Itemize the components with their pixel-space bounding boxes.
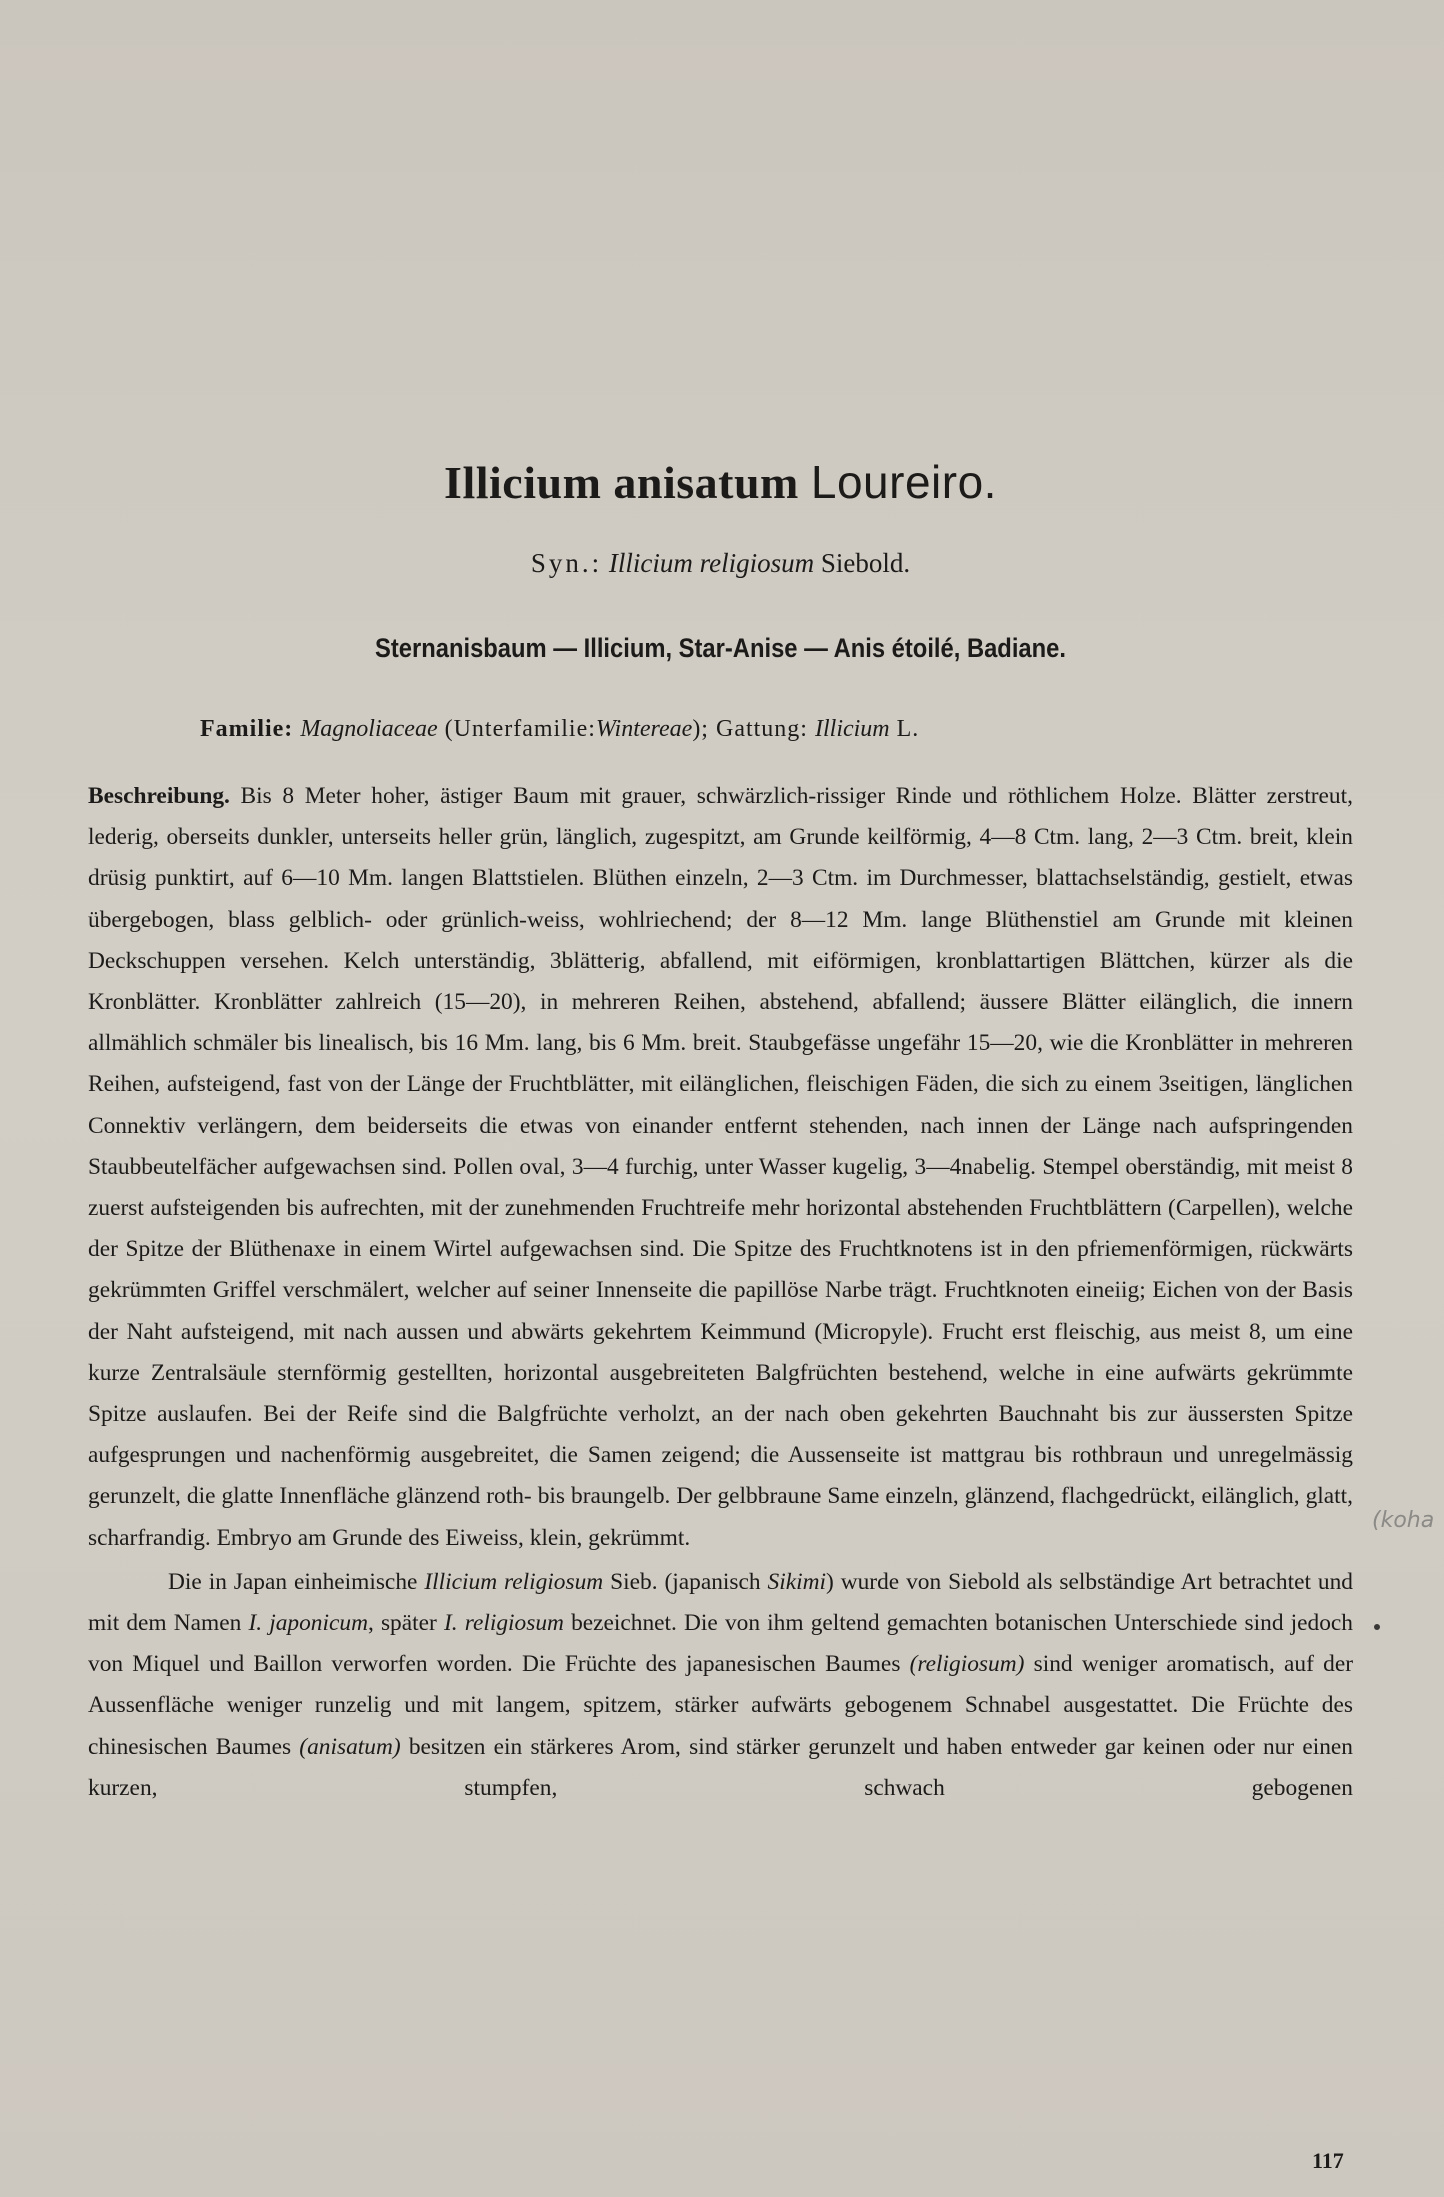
title-author: Loureiro. (810, 456, 997, 508)
para2-text-2: Sieb. (japanisch (610, 1568, 761, 1595)
para2-text-5: bezeichnet. Die von ihm geltend gemachten botanischen Unterschiede sind jedoch von Miquel und Baillon verworfen worden. Die Früchte des japanesischen Baumes (88, 1610, 1353, 1678)
genus-name: Illicium (814, 716, 890, 742)
synonym-author: Siebold. (820, 548, 911, 578)
subfamily-prefix: (Unterfamilie: (444, 716, 596, 742)
page-title (88, 455, 1353, 509)
family-line (200, 716, 1350, 743)
synonymy-paragraph (88, 1562, 1353, 1809)
synonym-name: Illicium religiosum (608, 548, 815, 578)
para2-italic-1: Illicium religiosum (424, 1568, 604, 1595)
description-text: Bis 8 Meter hoher, ästiger Baum mit grauer, schwärzlich-rissiger Rinde und röthlichem Holze. Blätter zerstreut, lederig, oberseits dunkler, unterseits heller grün, länglich, zugespitzt, am Grunde keilförmig, 4—8 Ctm. lang, 2—3 Ctm. breit, klein drüsig punktirt, auf 6—10 Mm. langen Blattstielen. Blüthen einzeln, 2—3 Ctm. im Durchmesser, blattachselständig, gestielt, etwas übergebogen, blass gelblich- oder grünlich-weiss, wohlriechend; der 8—12 Mm. lange Blüthenstiel am Grunde mit kleinen Deckschuppen versehen. Kelch unterständig, 3blätterig, abfallend, mit eiförmigen, kronblattartigen Blättchen, kürzer als die Kronblätter. Kronblätter zahlreich (15—20), in mehreren Reihen, abstehend, abfallend; äussere Blätter eilänglich, die innern allmählich schmäler bis linealisch, bis 16 Mm. lang, bis 6 Mm. breit. Staubgefässe ungefähr 15—20, wie die Kronblätter in mehreren Reihen, aufsteigend, fast von der Länge der Fruchtblätter, mit eilänglichen, fleischigen Fäden, die sich zu einem 3seitigen, länglichen Connektiv verlängern, dem beiderseits die etwas von einander entfernt stehenden, nach innen der Länge nach aufspringenden Staubbeutelfächer aufgewachsen sind. Pollen oval, 3—4 furchig, unter Wasser kugelig, 3—4nabelig. Stempel oberständig, mit meist 8 zuerst aufsteigenden bis aufrechten, mit der zunehmenden Fruchtreife mehr horizontal abstehenden Fruchtblättern (Carpellen), welche der Spitze der Blüthenaxe in einem Wirtel aufgewachsen sind. Die Spitze des Fruchtknotens ist in den pfriemenförmigen, rückwärts gekrümmten Griffel verschmälert, welcher auf seiner Innenseite die papillöse Narbe trägt. Fruchtknoten eineiig; Eichen von der Basis der Naht aufsteigend, mit nach aussen und abwärts gekehrtem Keimmund (Micropyle). Frucht erst fleischig, aus meist 8, um eine kurze Zentralsäule sternförmig gestellten, horizontal ausgebreiteten Balgfrüchten bestehend, welche in eine aufwärts gekrümmte Spitze auslaufen. Bei der Reife sind die Balgfrüchte verholzt, an der nach oben gekehrten Bauchnaht bis zur äussersten Spitze aufgesprungen und nachenförmig ausgebreitet, die Samen zeigend; die Aussenseite ist mattgrau bis rothbraun und unregelmässig gerunzelt, die glatte Innenfläche glänzend roth- bis braungelb. Der gelbbraune Same einzeln, glänzend, flachgedrückt, eilänglich, glatt, scharfrandig. Embryo am Grunde des Eiweiss, klein, gekrümmt. (88, 783, 1353, 1551)
para2-italic-5: (religiosum) (909, 1651, 1025, 1678)
page-number: 117 (1312, 2148, 1344, 2173)
margin-pencil-note: (koha (1372, 1508, 1435, 1533)
synonym-label: Syn.: (530, 548, 603, 578)
description-paragraph (88, 776, 1353, 1559)
title-species: Illicium anisatum (444, 457, 799, 508)
para2-text-4: , später (367, 1610, 437, 1637)
subfamily-suffix: ); (692, 716, 709, 742)
common-names: Sternanisbaum — Illicium, Star-Anise — Anis étoilé, Badiane. (375, 633, 1066, 663)
para2-text-1: Die in Japan einheimische (168, 1568, 418, 1595)
para2-italic-2: Sikimi (767, 1568, 826, 1595)
subfamily-name: Wintereae (595, 716, 693, 742)
synonym-line (88, 548, 1353, 579)
description-heading: Beschreibung. (88, 783, 230, 809)
para2-text-6: sind weniger aromatisch, auf der Aussenfläche weniger runzelig und mit langem, spitzem, stärker aufwärts gebogenem Schnabel ausgestattet. Die Früchte des chinesischen Baumes (88, 1651, 1353, 1760)
para2-italic-4: I. religiosum (443, 1610, 564, 1637)
para2-italic-6: (anisatum) (299, 1733, 401, 1760)
body-text (88, 776, 1353, 1809)
genus-label: Gattung: (715, 716, 808, 742)
family-label: Familie: (200, 716, 294, 742)
family-name: Magnoliaceae (300, 716, 438, 742)
genus-author: L. (896, 716, 920, 742)
para2-text-3: ) wurde von Siebold als selbständige Art betrachtet und mit dem Namen (88, 1568, 1353, 1637)
para2-italic-3: I. japonicum (248, 1610, 368, 1637)
para2-text-7: besitzen ein stärkeres Arom, sind stärker gerunzelt und haben entweder gar keinen oder nur einen kurzen, stumpfen, schwach gebogenen (88, 1733, 1353, 1801)
margin-dot (1374, 1624, 1380, 1630)
